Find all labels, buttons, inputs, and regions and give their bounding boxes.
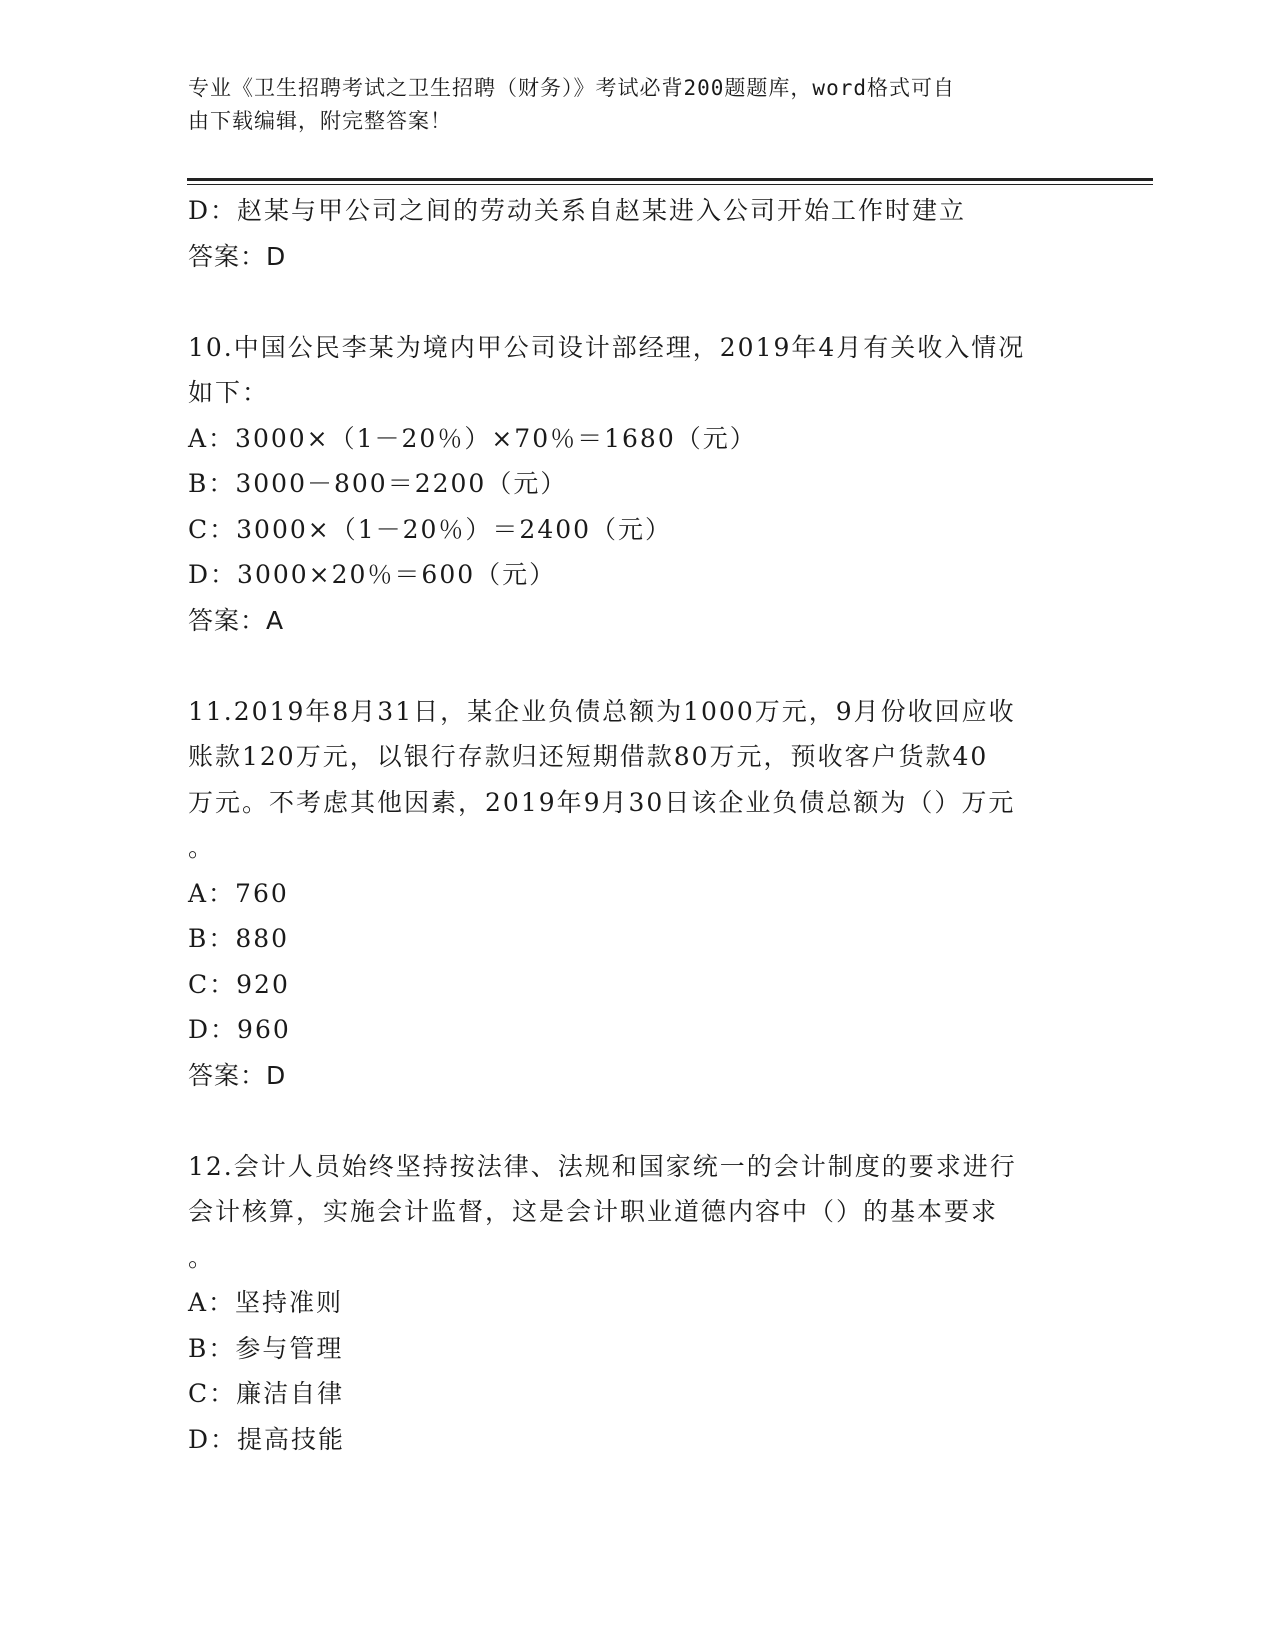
header-divider-thick [187,178,1153,181]
question-stem-line: 11.2019年8月31日，某企业负债总额为1000万元，9月份收回应收 [188,696,1016,726]
option-d: D：960 [188,1015,291,1044]
question-stem-line: 账款120万元，以银行存款归还短期借款80万元，预收客户货款40 [188,742,989,771]
option-d: D：赵某与甲公司之间的劳动关系自赵某进入公司开始工作时建立 [188,196,967,225]
question-10 [188,325,1088,644]
question-12 [188,1144,1088,1463]
option-c: C：廉洁自律 [188,1379,345,1408]
question-stem-line: 如下： [188,378,270,407]
option-b: B：3000－800＝2200（元） [188,469,568,498]
question-11 [188,689,1088,1099]
spacer [188,643,1088,689]
option-d: D：提高技能 [188,1424,346,1454]
question-stem-line: 12.会计人员始终坚持按法律、法规和国家统一的会计制度的要求进行 [188,1151,1017,1181]
option-a: A：坚持准则 [188,1288,344,1317]
document-header [188,72,1068,138]
header-divider-thin [187,184,1153,185]
question-stem-line: 万元。不考虑其他因素，2019年9月30日该企业负债总额为（）万元 [188,787,1016,817]
option-b: B：880 [188,924,290,953]
previous-question-tail [188,188,1088,279]
question-stem-line: 会计核算，实施会计监督，这是会计职业道德内容中（）的基本要求 [188,1197,999,1226]
question-stem-line: 。 [188,833,216,862]
option-b: B：参与管理 [188,1333,344,1363]
spacer [188,279,1088,325]
answer-line: 答案：D [188,241,287,271]
option-d: D：3000×20％＝600（元） [188,560,557,589]
option-c: C：3000×（1－20％）＝2400（元） [188,514,673,544]
spacer [188,1098,1088,1144]
option-a: A：760 [188,878,289,908]
answer-line: 答案：D [188,1060,287,1090]
option-a: A：3000×（1－20％）×70％＝1680（元） [188,423,757,453]
header-line-2: 由下载编辑，附完整答案！ [188,109,452,133]
question-stem-line: 。 [188,1242,216,1272]
option-c: C：920 [188,969,290,999]
header-line-1: 专业《卫生招聘考试之卫生招聘（财务）》考试必背200题题库，word格式可自 [188,76,955,100]
answer-line: 答案：A [188,605,285,635]
document-body [188,188,1088,1462]
question-stem-line: 10.中国公民李某为境内甲公司设计部经理，2019年4月有关收入情况 [188,332,1026,362]
